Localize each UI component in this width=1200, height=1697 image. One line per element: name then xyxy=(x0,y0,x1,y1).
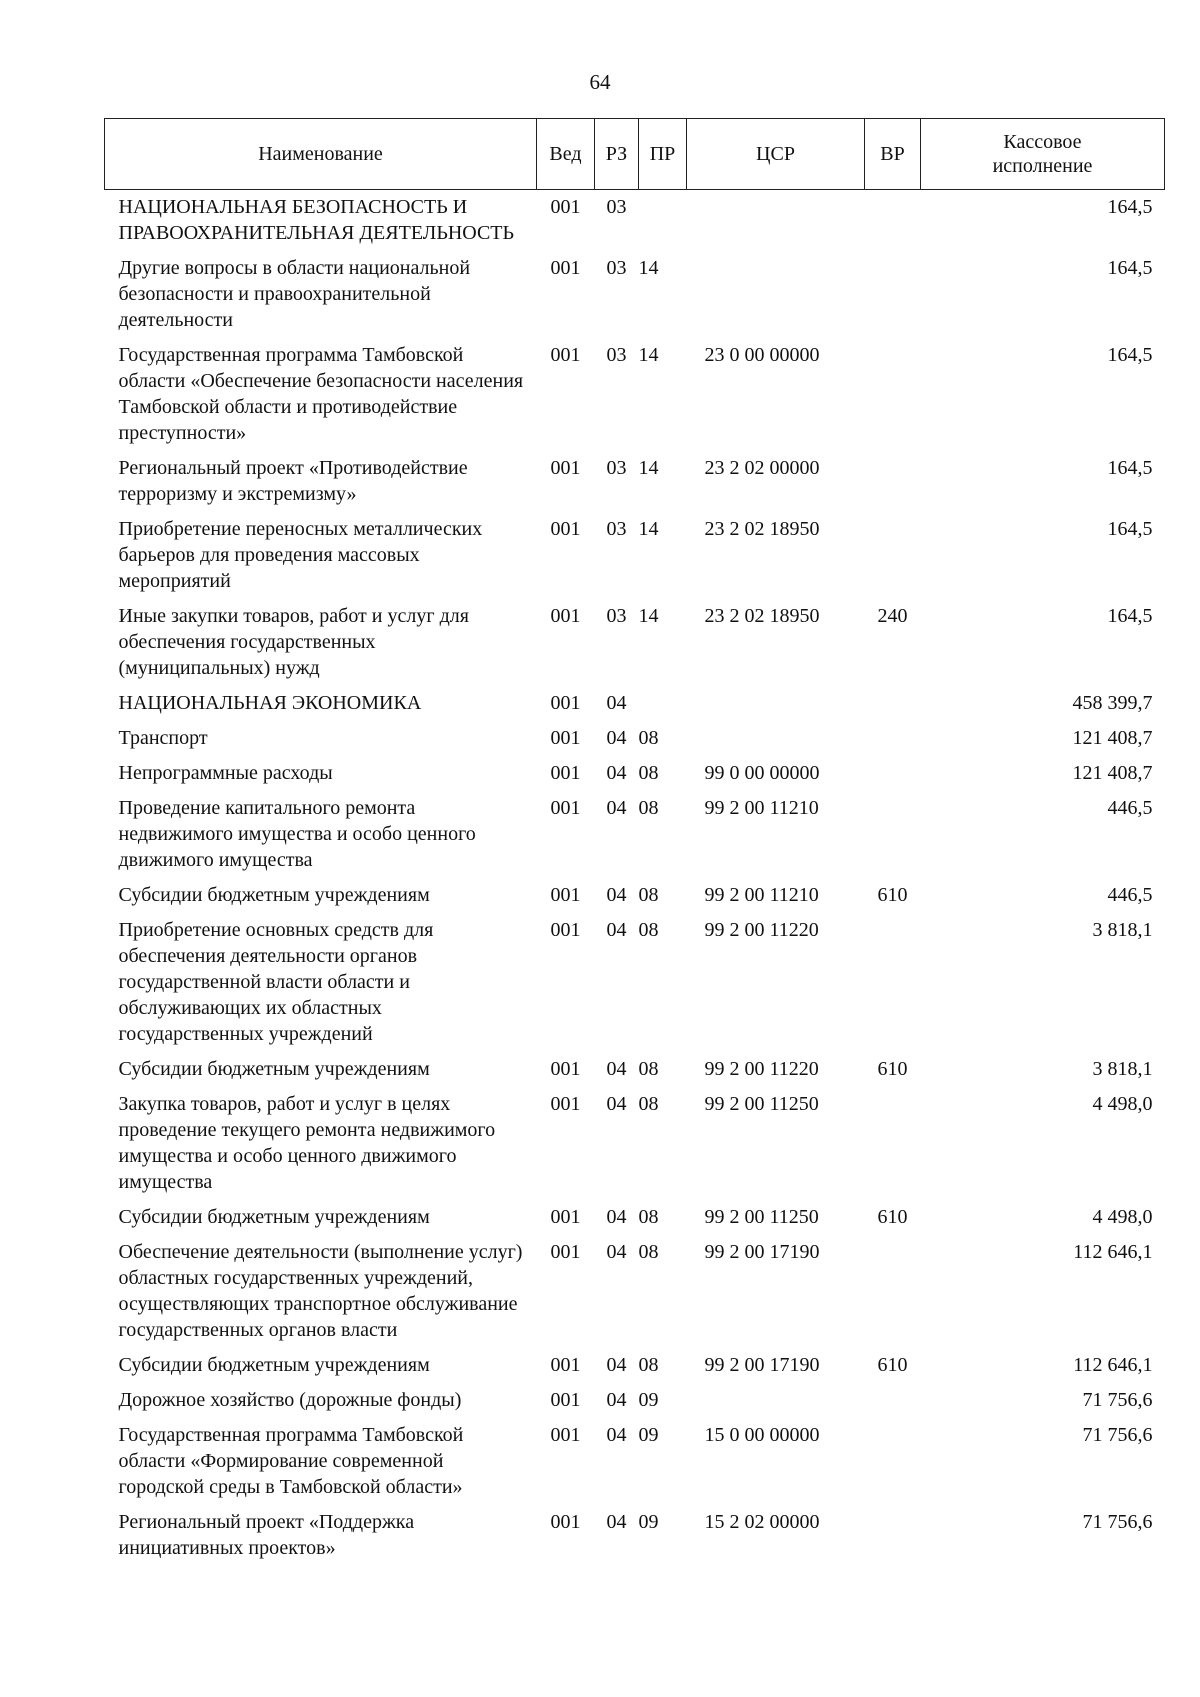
row-csr: 99 2 00 11220 xyxy=(704,919,819,941)
table-row xyxy=(105,338,1165,451)
row-ved: 001 xyxy=(550,884,581,906)
row-ved: 001 xyxy=(550,762,581,784)
row-sum: 112 646,1 xyxy=(1073,1241,1153,1263)
row-pr: 14 xyxy=(638,518,659,540)
table-row xyxy=(105,1348,1165,1383)
budget-table xyxy=(104,118,1165,1566)
row-pr: 08 xyxy=(638,762,659,784)
page-number: 64 xyxy=(589,70,611,94)
row-name: Обеспечение деятельности (выполнение услуг) областных государственных учреждений, осуществляющих транспортное обслуживание государственных органов власти xyxy=(118,1241,523,1341)
table-row xyxy=(105,913,1165,1052)
row-rz: 04 xyxy=(606,1093,627,1115)
row-vr: 610 xyxy=(877,884,908,906)
row-name: Приобретение основных средств для обеспечения деятельности органов государственной власти области и обслуживающих их областных государственных учреждений xyxy=(118,919,434,1045)
row-pr: 08 xyxy=(638,797,659,819)
row-pr: 08 xyxy=(638,884,659,906)
header-rz: РЗ xyxy=(595,119,639,190)
row-csr: 23 2 02 18950 xyxy=(704,605,820,627)
row-sum: 164,5 xyxy=(1107,605,1153,627)
row-csr: 23 2 02 18950 xyxy=(704,518,820,540)
row-sum: 71 756,6 xyxy=(1082,1389,1153,1411)
row-csr xyxy=(687,686,865,721)
row-vr xyxy=(865,791,921,878)
row-ved: 001 xyxy=(550,1389,581,1411)
row-rz: 04 xyxy=(606,1389,627,1411)
row-name: Государственная программа Тамбовской области «Обеспечение безопасности населения Тамбовской области и противодействие преступности» xyxy=(118,344,524,444)
row-rz: 04 xyxy=(606,692,627,714)
row-ved: 001 xyxy=(550,727,581,749)
row-name: Непрограммные расходы xyxy=(118,762,333,784)
row-sum: 4 498,0 xyxy=(1092,1093,1153,1115)
row-sum: 164,5 xyxy=(1107,518,1153,540)
table-row xyxy=(105,251,1165,338)
row-pr: 08 xyxy=(638,1058,659,1080)
header-ved: Вед xyxy=(537,119,595,190)
row-vr xyxy=(865,1418,921,1505)
row-csr: 99 2 00 17190 xyxy=(704,1241,820,1263)
row-vr xyxy=(865,451,921,512)
row-pr: 08 xyxy=(638,1206,659,1228)
row-ved: 001 xyxy=(550,1241,581,1263)
row-rz: 04 xyxy=(606,797,627,819)
row-name: НАЦИОНАЛЬНАЯ БЕЗОПАСНОСТЬ И ПРАВООХРАНИТЕЛЬНАЯ ДЕЯТЕЛЬНОСТЬ xyxy=(118,196,514,244)
row-name: Субсидии бюджетным учреждениям xyxy=(118,1206,430,1228)
row-csr xyxy=(687,1383,865,1418)
row-csr: 99 2 00 11250 xyxy=(704,1206,819,1228)
row-pr: 08 xyxy=(638,919,659,941)
row-vr xyxy=(865,251,921,338)
row-pr: 08 xyxy=(638,1241,659,1263)
table-row xyxy=(105,1418,1165,1505)
row-rz: 04 xyxy=(606,1241,627,1263)
table-header-row xyxy=(105,119,1165,190)
table-row xyxy=(105,451,1165,512)
table-row xyxy=(105,190,1165,252)
table-row xyxy=(105,512,1165,599)
row-vr xyxy=(865,756,921,791)
table-body xyxy=(105,190,1165,1567)
row-sum: 4 498,0 xyxy=(1092,1206,1153,1228)
row-rz: 04 xyxy=(606,1058,627,1080)
row-rz: 04 xyxy=(606,1354,627,1376)
row-sum: 71 756,6 xyxy=(1082,1424,1153,1446)
row-sum: 164,5 xyxy=(1107,457,1153,479)
row-ved: 001 xyxy=(550,605,581,627)
table-row xyxy=(105,1235,1165,1348)
header-csr: ЦСР xyxy=(687,119,865,190)
row-pr: 14 xyxy=(638,257,659,279)
row-sum: 112 646,1 xyxy=(1073,1354,1153,1376)
table-row xyxy=(105,599,1165,686)
header-vr: ВР xyxy=(865,119,921,190)
table-row xyxy=(105,1087,1165,1200)
row-sum: 71 756,6 xyxy=(1082,1511,1153,1533)
row-rz: 03 xyxy=(606,344,627,366)
table-row xyxy=(105,1200,1165,1235)
row-name: НАЦИОНАЛЬНАЯ ЭКОНОМИКА xyxy=(118,692,422,714)
table-row xyxy=(105,878,1165,913)
table-row xyxy=(105,791,1165,878)
row-name: Транспорт xyxy=(118,727,208,749)
row-ved: 001 xyxy=(550,1354,581,1376)
row-name: Другие вопросы в области национальной безопасности и правоохранительной деятельности xyxy=(118,257,471,331)
row-csr: 15 2 02 00000 xyxy=(704,1511,820,1533)
row-csr: 23 2 02 00000 xyxy=(704,457,820,479)
table-row xyxy=(105,1052,1165,1087)
row-rz: 03 xyxy=(606,518,627,540)
row-vr: 240 xyxy=(877,605,908,627)
row-ved: 001 xyxy=(550,344,581,366)
row-rz: 03 xyxy=(606,605,627,627)
table-row xyxy=(105,686,1165,721)
header-pr: ПР xyxy=(639,119,687,190)
row-rz: 04 xyxy=(606,727,627,749)
row-vr: 610 xyxy=(877,1206,908,1228)
row-csr: 99 0 00 00000 xyxy=(704,762,820,784)
row-ved: 001 xyxy=(550,518,581,540)
row-name: Закупка товаров, работ и услуг в целях проведение текущего ремонта недвижимого имущества и особо ценного движимого имущества xyxy=(118,1093,496,1193)
row-vr xyxy=(865,913,921,1052)
header-name: Наименование xyxy=(105,119,537,190)
row-sum: 164,5 xyxy=(1107,257,1153,279)
row-name: Субсидии бюджетным учреждениям xyxy=(118,1354,430,1376)
row-name: Субсидии бюджетным учреждениям xyxy=(118,1058,430,1080)
row-ved: 001 xyxy=(550,457,581,479)
row-ved: 001 xyxy=(550,196,581,218)
row-sum: 121 408,7 xyxy=(1072,762,1153,784)
row-vr xyxy=(865,1235,921,1348)
row-pr: 14 xyxy=(638,344,659,366)
row-ved: 001 xyxy=(550,1511,581,1533)
row-csr: 99 2 00 11250 xyxy=(704,1093,819,1115)
row-pr xyxy=(639,686,687,721)
row-ved: 001 xyxy=(550,1058,581,1080)
row-csr xyxy=(687,251,865,338)
row-vr xyxy=(865,190,921,252)
row-rz: 03 xyxy=(606,457,627,479)
row-csr xyxy=(687,721,865,756)
row-pr: 08 xyxy=(638,1354,659,1376)
row-name: Региональный проект «Поддержка инициативных проектов» xyxy=(118,1511,415,1559)
row-name: Дорожное хозяйство (дорожные фонды) xyxy=(118,1389,462,1411)
row-ved: 001 xyxy=(550,257,581,279)
row-vr xyxy=(865,338,921,451)
row-name: Проведение капитального ремонта недвижимого имущества и особо ценного движимого имущества xyxy=(118,797,476,871)
row-rz: 04 xyxy=(606,1206,627,1228)
row-ved: 001 xyxy=(550,1206,581,1228)
row-sum: 446,5 xyxy=(1107,884,1153,906)
row-pr xyxy=(639,190,687,252)
row-sum: 164,5 xyxy=(1107,344,1153,366)
row-ved: 001 xyxy=(550,1424,581,1446)
row-pr: 09 xyxy=(638,1389,659,1411)
row-sum: 446,5 xyxy=(1107,797,1153,819)
table-row xyxy=(105,756,1165,791)
row-name: Иные закупки товаров, работ и услуг для обеспечения государственных (муниципальных) нужд xyxy=(118,605,469,679)
row-pr: 09 xyxy=(638,1511,659,1533)
row-vr xyxy=(865,512,921,599)
table-row xyxy=(105,1383,1165,1418)
row-vr xyxy=(865,721,921,756)
row-csr: 99 2 00 11210 xyxy=(704,884,819,906)
row-csr: 99 2 00 11210 xyxy=(704,797,819,819)
row-rz: 04 xyxy=(606,1511,627,1533)
row-sum: 164,5 xyxy=(1107,196,1153,218)
row-sum: 3 818,1 xyxy=(1092,919,1153,941)
row-pr: 14 xyxy=(638,457,659,479)
row-vr: 610 xyxy=(877,1354,908,1376)
row-vr xyxy=(865,1505,921,1566)
row-vr xyxy=(865,686,921,721)
row-name: Приобретение переносных металлических барьеров для проведения массовых мероприятий xyxy=(118,518,483,592)
row-pr: 08 xyxy=(638,1093,659,1115)
table-row xyxy=(105,721,1165,756)
row-ved: 001 xyxy=(550,1093,581,1115)
row-name: Субсидии бюджетным учреждениям xyxy=(118,884,430,906)
row-rz: 03 xyxy=(606,196,627,218)
row-vr xyxy=(865,1087,921,1200)
row-ved: 001 xyxy=(550,797,581,819)
row-pr: 08 xyxy=(638,727,659,749)
row-ved: 001 xyxy=(550,919,581,941)
row-sum: 3 818,1 xyxy=(1092,1058,1153,1080)
row-pr: 09 xyxy=(638,1424,659,1446)
row-rz: 03 xyxy=(606,257,627,279)
row-name: Государственная программа Тамбовской области «Формирование современной городской среды в Тамбовской области» xyxy=(118,1424,464,1498)
row-csr: 99 2 00 11220 xyxy=(704,1058,819,1080)
row-sum: 458 399,7 xyxy=(1072,692,1153,714)
row-ved: 001 xyxy=(550,692,581,714)
row-csr xyxy=(687,190,865,252)
row-csr: 99 2 00 17190 xyxy=(704,1354,820,1376)
header-sum: Кассовое исполнение xyxy=(921,119,1165,190)
row-csr: 23 0 00 00000 xyxy=(704,344,820,366)
row-pr: 14 xyxy=(638,605,659,627)
row-csr: 15 0 00 00000 xyxy=(704,1424,820,1446)
row-rz: 04 xyxy=(606,1424,627,1446)
row-name: Региональный проект «Противодействие терроризму и экстремизму» xyxy=(118,457,468,505)
row-vr xyxy=(865,1383,921,1418)
table-row xyxy=(105,1505,1165,1566)
row-rz: 04 xyxy=(606,762,627,784)
row-sum: 121 408,7 xyxy=(1072,727,1153,749)
row-rz: 04 xyxy=(606,919,627,941)
row-rz: 04 xyxy=(606,884,627,906)
row-vr: 610 xyxy=(877,1058,908,1080)
